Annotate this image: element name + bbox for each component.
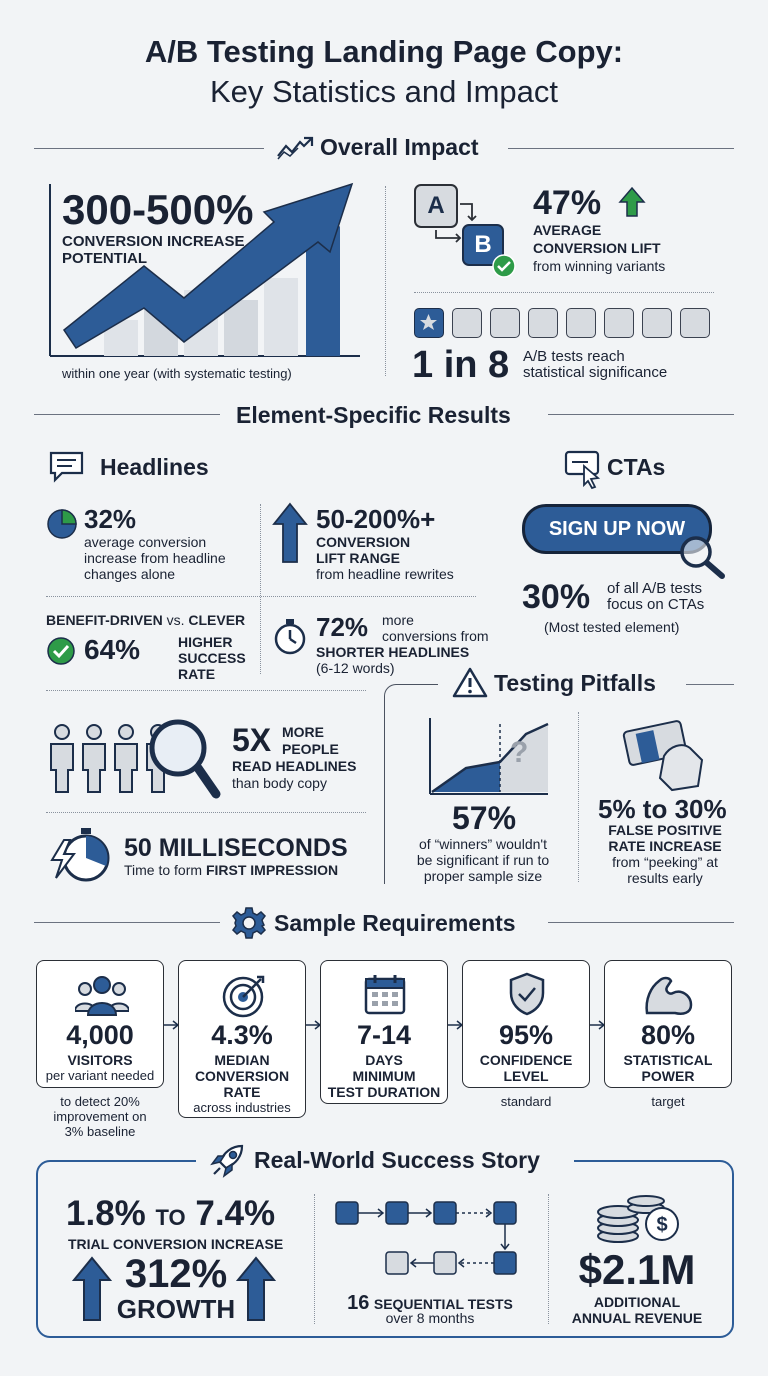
lift-note: from winning variants bbox=[533, 258, 666, 274]
significance-text-1: A/B tests reach bbox=[523, 348, 625, 365]
target-icon bbox=[221, 973, 267, 1019]
story-revenue-line2: ANNUAL REVENUE bbox=[571, 1310, 703, 1326]
section-divider-right bbox=[508, 148, 734, 149]
coins-dollar-icon bbox=[594, 1188, 684, 1248]
first-impression-pre: Time to form bbox=[124, 862, 206, 878]
column-separator bbox=[260, 504, 261, 674]
ab-test-icon bbox=[414, 184, 514, 274]
ctas-line2: focus on CTAs bbox=[607, 596, 705, 613]
column-separator bbox=[314, 1194, 315, 1324]
sign-up-now-button[interactable]: SIGN UP NOW bbox=[522, 504, 712, 554]
arrow-up-icon bbox=[618, 186, 646, 218]
potential-label-2: POTENTIAL bbox=[62, 250, 147, 267]
square-not-significant bbox=[680, 308, 710, 338]
sample-card2-label-2: CONVERSION bbox=[194, 1068, 290, 1084]
ctas-line1: of all A/B tests bbox=[607, 580, 703, 597]
cursor-click-icon bbox=[564, 450, 604, 490]
rocket-icon bbox=[208, 1142, 246, 1180]
section-divider-right bbox=[548, 414, 734, 415]
sample-card3-label-1: DAYS bbox=[365, 1052, 403, 1068]
versus-text: vs. bbox=[162, 612, 189, 628]
sample-heading: Sample Requirements bbox=[274, 910, 516, 936]
square-not-significant bbox=[490, 308, 520, 338]
story-revenue: $2.1M bbox=[578, 1246, 696, 1293]
story-tests-note: over 8 months bbox=[385, 1310, 475, 1326]
variant-a-box: A bbox=[414, 184, 458, 228]
headline-stat4-note: (6-12 words) bbox=[316, 660, 395, 676]
sample-card4-label-2: LEVEL bbox=[503, 1068, 549, 1084]
sample-card2-label-3: RATE bbox=[223, 1084, 261, 1100]
sample-card3-label-3: TEST DURATION bbox=[327, 1084, 441, 1100]
svg-text:$: $ bbox=[656, 1214, 668, 1236]
section-divider-left bbox=[34, 414, 220, 415]
headline-stat2-value: 50-200%+ bbox=[316, 504, 436, 534]
square-not-significant bbox=[604, 308, 634, 338]
page-title: A/B Testing Landing Page Copy: bbox=[144, 34, 624, 69]
section-divider-left bbox=[34, 922, 220, 923]
pie-chart-icon bbox=[46, 508, 78, 540]
sequential-tests-graphic bbox=[330, 1196, 526, 1282]
square-significant bbox=[414, 308, 444, 338]
story-heading: Real-World Success Story bbox=[254, 1147, 540, 1173]
story-to-word: TO bbox=[155, 1205, 186, 1230]
headlines-heading: Headlines bbox=[100, 454, 209, 480]
pitfall1-line2: be significant if run to bbox=[416, 852, 550, 868]
headline-stat4-value: 72% bbox=[316, 612, 369, 642]
headline-stat1-line3: changes alone bbox=[84, 566, 176, 582]
sample-card1-extra-2: improvement on bbox=[53, 1109, 147, 1124]
dotted-divider bbox=[414, 292, 714, 293]
square-not-significant bbox=[642, 308, 672, 338]
sample-card4-label-1: CONFIDENCE bbox=[479, 1052, 573, 1068]
sample-card2-label-1: MEDIAN bbox=[214, 1052, 270, 1068]
sample-card3-label-2: MINIMUM bbox=[352, 1068, 416, 1084]
significance-ratio: 1 in 8 bbox=[412, 344, 510, 386]
headline-stat2-note: from headline rewrites bbox=[316, 566, 454, 582]
page-subtitle: Key Statistics and Impact bbox=[209, 74, 559, 109]
star-icon bbox=[415, 309, 442, 336]
headline-stat2-label-1: CONVERSION bbox=[316, 534, 411, 550]
dotted-divider bbox=[46, 690, 366, 691]
square-not-significant bbox=[452, 308, 482, 338]
headline-stat4-line2: conversions from bbox=[382, 628, 489, 644]
pitfall1-line1: of “winners” wouldn't bbox=[419, 836, 547, 852]
sample-card2-note: across industries bbox=[193, 1100, 291, 1115]
gear-icon bbox=[232, 906, 266, 940]
potential-value: 300-500% bbox=[62, 186, 254, 233]
story-growth-label: GROWTH bbox=[116, 1294, 236, 1324]
sample-card5-label-2: POWER bbox=[641, 1068, 695, 1084]
headline-stat4-line1: more bbox=[382, 612, 414, 628]
pitfall-chart-graphic bbox=[426, 716, 550, 796]
headline-stat1-line1: average conversion bbox=[84, 534, 207, 550]
arrow-up-icon bbox=[72, 1256, 112, 1322]
arrow-up-icon bbox=[236, 1256, 276, 1322]
benefit-driven-text: BENEFIT-DRIVEN bbox=[46, 612, 163, 628]
story-tests-label: SEQUENTIAL TESTS bbox=[373, 1296, 513, 1312]
potential-label-1: CONVERSION INCREASE bbox=[62, 233, 245, 250]
users-group-icon bbox=[75, 975, 129, 1017]
sample-card5-value: 80% bbox=[640, 1020, 696, 1050]
column-separator bbox=[548, 1194, 549, 1324]
check-circle-icon bbox=[492, 254, 516, 278]
stopwatch-icon bbox=[272, 616, 308, 656]
warning-icon bbox=[452, 666, 488, 698]
square-not-significant bbox=[566, 308, 596, 338]
column-separator bbox=[578, 712, 579, 882]
arrow-up-icon bbox=[272, 502, 308, 564]
column-separator bbox=[385, 186, 386, 376]
check-circle-icon bbox=[46, 636, 76, 666]
sample-card5-note: target bbox=[651, 1094, 685, 1109]
headline-stat5-value: 5X bbox=[232, 722, 272, 758]
pitfall2-line1: from “peeking” at bbox=[612, 854, 718, 870]
sample-card1-value: 4,000 bbox=[66, 1020, 134, 1050]
sample-card1-note: per variant needed bbox=[45, 1068, 155, 1083]
story-from: 1.8% bbox=[66, 1194, 146, 1233]
magnifier-icon bbox=[676, 532, 730, 582]
story-revenue-line1: ADDITIONAL bbox=[593, 1294, 681, 1310]
chat-bubble-icon bbox=[48, 450, 88, 484]
ctas-value: 30% bbox=[522, 578, 591, 616]
sample-card1-extra-3: 3% baseline bbox=[64, 1124, 136, 1139]
headline-stat5-label-a: MORE bbox=[282, 724, 324, 740]
headline-stat1-value: 32% bbox=[84, 504, 137, 534]
dotted-divider bbox=[46, 596, 476, 597]
ctas-heading: CTAs bbox=[607, 454, 666, 480]
lightning-stopwatch-icon bbox=[50, 826, 114, 884]
headline-stat4-label: SHORTER HEADLINES bbox=[316, 644, 470, 660]
sample-card2-value: 4.3% bbox=[211, 1020, 273, 1050]
question-mark: ? bbox=[510, 736, 529, 769]
shield-check-icon bbox=[507, 971, 547, 1017]
sample-card4-value: 95% bbox=[498, 1020, 554, 1050]
variant-b-box: B bbox=[462, 224, 504, 266]
section-divider-right bbox=[548, 922, 734, 923]
pitfalls-heading: Testing Pitfalls bbox=[494, 670, 656, 696]
muscle-arm-icon bbox=[643, 973, 695, 1017]
pitfall2-line2: results early bbox=[627, 870, 703, 886]
story-to: 7.4% bbox=[195, 1194, 276, 1233]
pitfall1-value: 57% bbox=[452, 800, 517, 836]
headline-stat3-label-1: HIGHER bbox=[178, 634, 233, 650]
significance-text-2: statistical significance bbox=[523, 364, 668, 381]
first-impression-bold: FIRST IMPRESSION bbox=[205, 862, 339, 878]
section-divider-right bbox=[686, 684, 734, 685]
pitfall2-label-1: FALSE POSITIVE bbox=[608, 822, 722, 838]
element-specific-heading: Element-Specific Results bbox=[236, 402, 511, 428]
headline-stat5-label-c: READ HEADLINES bbox=[232, 758, 357, 774]
card-hand-icon bbox=[620, 716, 710, 792]
headline-stat6-note bbox=[124, 862, 338, 878]
headline-stat3-label-3: RATE bbox=[178, 666, 216, 682]
sample-card5-label-1: STATISTICAL bbox=[623, 1052, 713, 1068]
dotted-divider bbox=[46, 812, 366, 813]
lift-value: 47% bbox=[533, 184, 602, 222]
section-divider-left bbox=[34, 148, 264, 149]
headline-stat1-line2: increase from headline bbox=[84, 550, 226, 566]
headline-stat3-label-2: SUCCESS bbox=[178, 650, 246, 666]
headline-stat3-value: 64% bbox=[84, 634, 141, 665]
headline-stat5-note: than body copy bbox=[232, 775, 327, 791]
benefit-vs-clever-heading bbox=[46, 612, 245, 628]
square-not-significant bbox=[528, 308, 558, 338]
lift-label-1: AVERAGE bbox=[533, 222, 602, 238]
story-label: TRIAL CONVERSION INCREASE bbox=[68, 1236, 284, 1252]
story-growth-value: 312% bbox=[124, 1252, 228, 1296]
calendar-icon bbox=[363, 973, 407, 1017]
trend-up-icon bbox=[276, 136, 314, 160]
sample-card1-label: VISITORS bbox=[67, 1052, 133, 1068]
sample-card4-note: standard bbox=[500, 1094, 552, 1109]
headline-stat6-value: 50 MILLISECONDS bbox=[124, 834, 348, 862]
sample-card1-extra-1: to detect 20% bbox=[60, 1094, 140, 1109]
pitfall1-line3: proper sample size bbox=[423, 868, 543, 884]
magnifier-icon bbox=[146, 716, 222, 800]
headline-stat2-label-2: LIFT RANGE bbox=[316, 550, 400, 566]
overall-impact-heading: Overall Impact bbox=[320, 134, 479, 160]
clever-text: CLEVER bbox=[188, 612, 246, 628]
pitfall2-value: 5% to 30% bbox=[598, 794, 727, 824]
headline-stat5-label-b: PEOPLE bbox=[282, 741, 339, 757]
story-tests-count: 16 bbox=[347, 1292, 370, 1314]
sample-card3-value: 7-14 bbox=[356, 1020, 412, 1050]
lift-label-2: CONVERSION LIFT bbox=[533, 240, 661, 256]
pitfall2-label-2: RATE INCREASE bbox=[608, 838, 722, 854]
story-from-to bbox=[66, 1194, 275, 1234]
potential-note: within one year (with systematic testing) bbox=[62, 366, 292, 381]
ctas-note: (Most tested element) bbox=[544, 619, 680, 635]
